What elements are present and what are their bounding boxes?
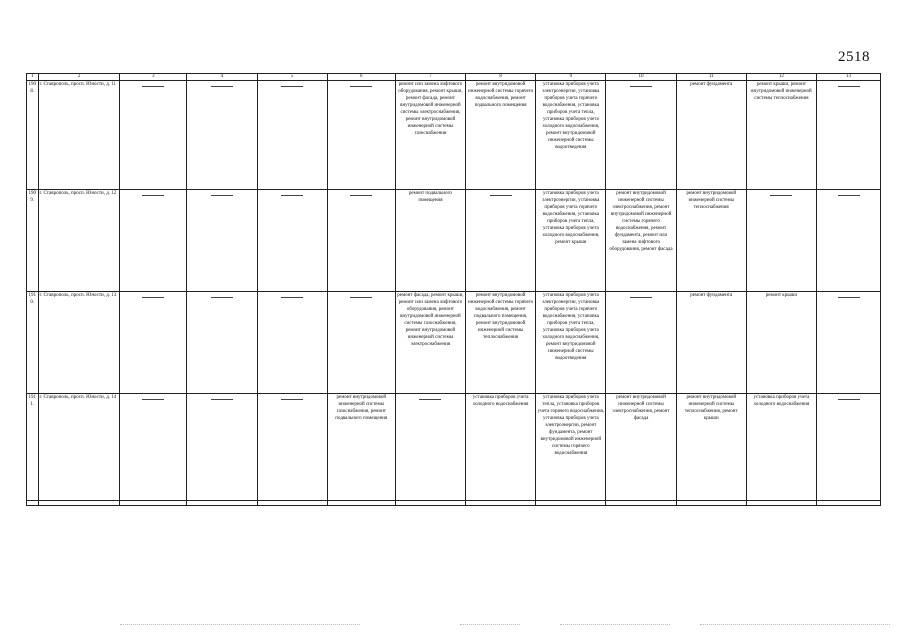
address-cell: г. Ставрополь, просп. Юности, д. 11 — [38, 81, 120, 190]
scan-noise — [460, 624, 520, 626]
cell-col3 — [120, 292, 187, 394]
column-number: 7 — [395, 74, 465, 81]
column-number: 2 — [38, 74, 120, 81]
cell-col11: ремонт фундамента — [676, 81, 746, 190]
cell-col13 — [817, 190, 881, 292]
table-row — [27, 81, 881, 190]
empty-dash — [211, 195, 233, 196]
empty-dash — [630, 297, 652, 298]
cell-col10 — [606, 292, 676, 394]
address-cell: г. Ставрополь, просп. Юности, д. 13 — [38, 292, 120, 394]
cell-col6: ремонт внутридомовой инженерной системы газоснабжения, ремонт подвального помещения — [327, 394, 395, 501]
scan-noise — [700, 624, 890, 626]
cell-col13 — [817, 292, 881, 394]
scan-noise — [120, 624, 360, 626]
cell-col3 — [120, 81, 187, 190]
empty-dash — [350, 297, 372, 298]
column-number: 11 — [676, 74, 746, 81]
cell-col12: установка приборов учета холодного водоснабжения — [746, 394, 816, 501]
row-number: 1908. — [27, 81, 39, 190]
cell-col9: установка приборов учета тепла, установка приборов учета горячего водоснабжения, установка приборов учета электроэнергии, ремонт фундамента, ремонт внутридомовой инженерной системы горячего водоснабжения — [536, 394, 606, 501]
cell-col4 — [187, 190, 257, 292]
cell-col6 — [327, 190, 395, 292]
cell-col7 — [395, 394, 465, 501]
empty-dash — [350, 195, 372, 196]
page-number: 2518 — [838, 49, 870, 65]
column-number: 5 — [257, 74, 327, 81]
cell-col10: ремонт внутридомовой инженерной системы электроснабжения, ремонт фасада — [606, 394, 676, 501]
cell-col12: ремонт крыши — [746, 292, 816, 394]
column-number: 12 — [746, 74, 816, 81]
empty-dash — [838, 297, 860, 298]
empty-dash — [281, 86, 303, 87]
cell-col9: установка приборов учета электроэнергии, установка приборов учета горячего водоснабжения, установка приборов учета тепла, установка приборов учета холодного водоснабжения, ремонт внутридомовой инженерной системы водоотведения — [536, 292, 606, 394]
column-number: 1 — [27, 74, 39, 81]
cell-col7: ремонт подвального помещения — [395, 190, 465, 292]
repair-schedule-table — [26, 73, 881, 506]
cell-col4 — [187, 81, 257, 190]
empty-dash — [419, 399, 441, 400]
table-row — [27, 190, 881, 292]
cell-col12 — [746, 190, 816, 292]
column-number: 9 — [536, 74, 606, 81]
cell-col10: ремонт внутридомовой инженерной системы электроснабжения, ремонт внутридомовой инженерной системы горячего водоснабжения, ремонт фундамента, ремонт или замена лифтового оборудования, ремонт фасада — [606, 190, 676, 292]
empty-dash — [142, 399, 164, 400]
empty-dash — [838, 86, 860, 87]
cell-col8 — [466, 190, 536, 292]
cell-col8: ремонт внутридомовой инженерной системы горячего водоснабжения, ремонт подвального помещения — [466, 81, 536, 190]
cell-col6 — [327, 292, 395, 394]
cell-col6 — [327, 81, 395, 190]
table-bottom-border-row — [27, 501, 881, 506]
empty-dash — [281, 195, 303, 196]
table-row — [27, 394, 881, 501]
cell-col5 — [257, 81, 327, 190]
empty-dash — [142, 297, 164, 298]
cell-col8: ремонт внутридомовой инженерной системы горячего водоснабжения, ремонт подвального помещения, ремонт внутридомовой инженерной системы теплоснабжения — [466, 292, 536, 394]
empty-dash — [142, 86, 164, 87]
column-number: 4 — [187, 74, 257, 81]
empty-dash — [350, 86, 372, 87]
cell-col5 — [257, 190, 327, 292]
empty-dash — [838, 195, 860, 196]
scan-noise — [560, 624, 670, 626]
address-cell: г. Ставрополь, просп. Юности, д. 12 — [38, 190, 120, 292]
empty-dash — [211, 399, 233, 400]
cell-col10 — [606, 81, 676, 190]
cell-col5 — [257, 394, 327, 501]
cell-col5 — [257, 292, 327, 394]
empty-dash — [630, 86, 652, 87]
column-number: 8 — [466, 74, 536, 81]
empty-dash — [838, 399, 860, 400]
column-number: 13 — [817, 74, 881, 81]
empty-dash — [211, 86, 233, 87]
cell-col4 — [187, 292, 257, 394]
column-number: 3 — [120, 74, 187, 81]
column-number: 10 — [606, 74, 676, 81]
empty-dash — [281, 399, 303, 400]
cell-col12: ремонт крыши, ремонт внутридомовой инженерной системы теплоснабжения — [746, 81, 816, 190]
empty-dash — [142, 195, 164, 196]
row-number: 1911. — [27, 394, 39, 501]
cell-col7: ремонт или замена лифтового оборудования, ремонт крыши, ремонт фасада, ремонт внутридомовой инженерной системы электроснабжения, ремонт внутридомовой инженерной системы газоснабжения — [395, 81, 465, 190]
cell-col13 — [817, 81, 881, 190]
cell-col13 — [817, 394, 881, 501]
cell-col11: ремонт внутридомовой инженерной системы теплоснабжения — [676, 190, 746, 292]
cell-col9: установка приборов учета электроэнергии, установка приборов учета горячего водоснабжения, установка приборов учета тепла, установка приборов учета холодного водоснабжения, ремонт крыши — [536, 190, 606, 292]
row-number: 1910. — [27, 292, 39, 394]
column-number: 6 — [327, 74, 395, 81]
row-number: 1909. — [27, 190, 39, 292]
table-row — [27, 292, 881, 394]
empty-dash — [490, 195, 512, 196]
empty-dash — [281, 297, 303, 298]
cell-col8: установка приборов учета холодного водоснабжения — [466, 394, 536, 501]
cell-col11: ремонт внутридомовой инженерной системы теплоснабжения, ремонт крыши — [676, 394, 746, 501]
address-cell: г. Ставрополь, просп. Юности, д. 14 — [38, 394, 120, 501]
cell-col3 — [120, 394, 187, 501]
column-number-row — [27, 74, 881, 81]
cell-col11: ремонт фундамента — [676, 292, 746, 394]
cell-col7: ремонт фасада, ремонт крыши, ремонт или замена лифтового оборудования, ремонт внутридомовой инженерной системы газоснабжения, ремонт внутридомовой инженерной системы электроснабжения — [395, 292, 465, 394]
cell-col3 — [120, 190, 187, 292]
cell-col9: установка приборов учета электроэнергии, установка приборов учета горячего водоснабжения, установка приборов учета тепла, установка приборов учета холодного водоснабжения, ремонт внутридомовой инженерной системы водоотведения — [536, 81, 606, 190]
empty-dash — [211, 297, 233, 298]
empty-dash — [770, 195, 792, 196]
cell-col4 — [187, 394, 257, 501]
